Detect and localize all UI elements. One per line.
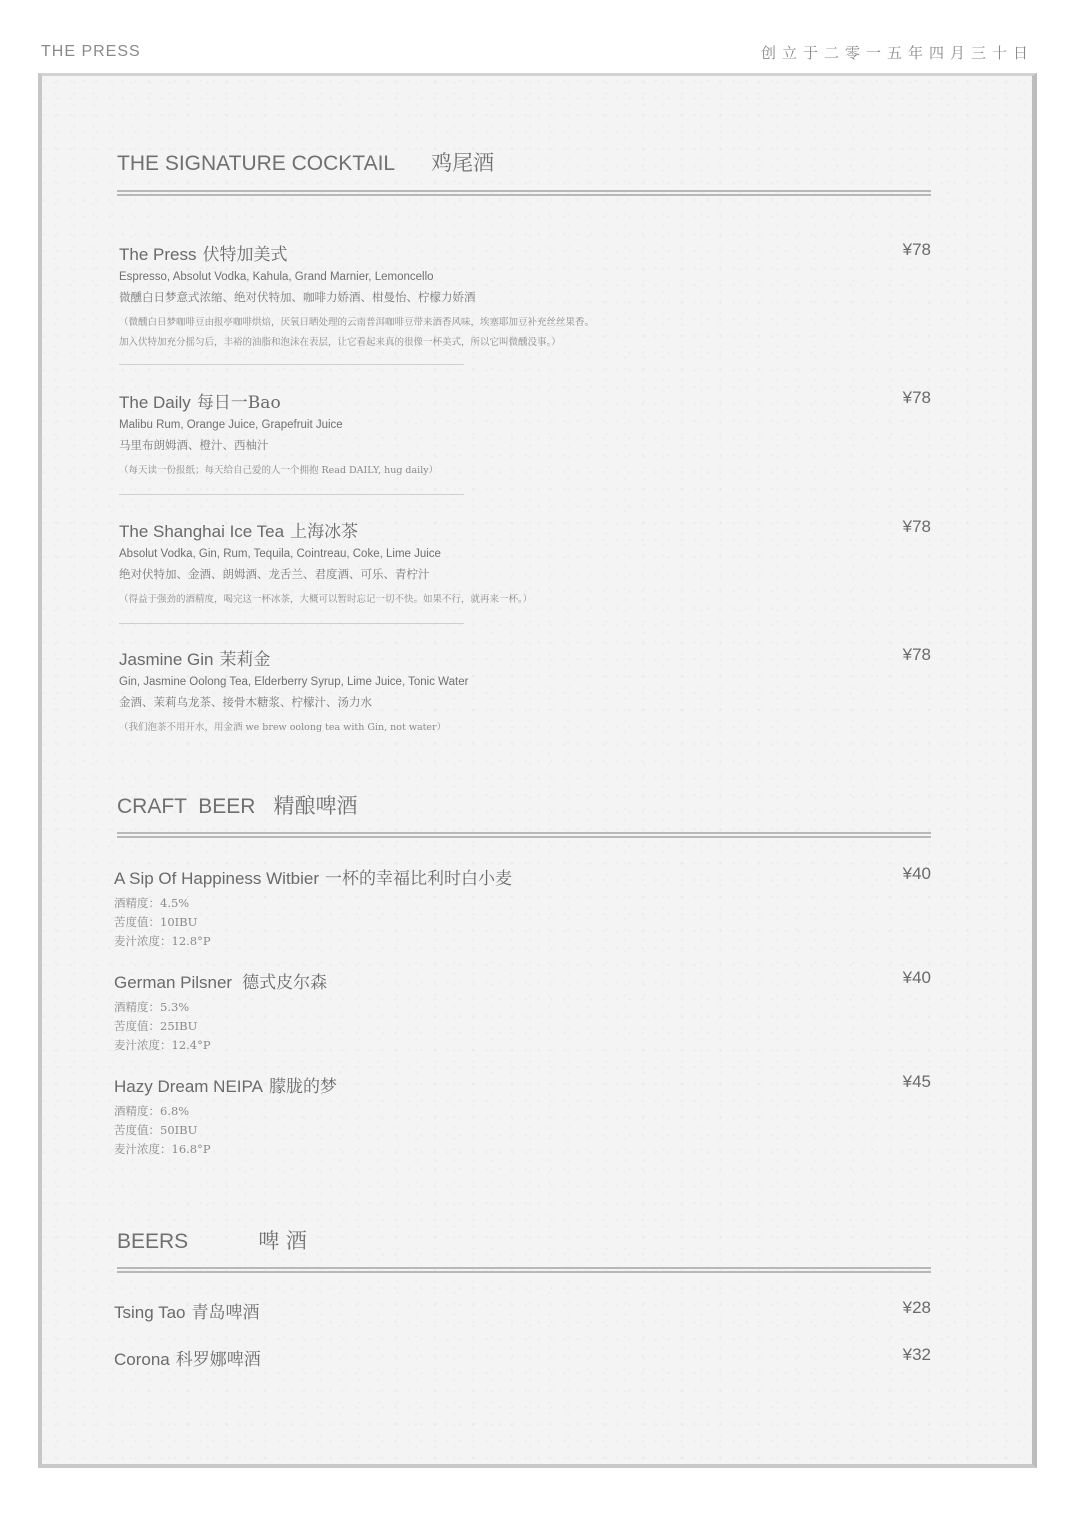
beer-specs xyxy=(114,1102,931,1159)
item-name-cn: 伏特加美式 xyxy=(202,245,288,265)
item-name-en: The Shanghai Ice Tea xyxy=(119,522,285,541)
beer-ibu: 苦度值：10IBU xyxy=(114,915,198,929)
section-title-cocktail xyxy=(117,147,494,177)
item-note-line: 加入伏特加充分摇匀后，丰裕的油脂和泡沫在表层，让它看起来真的很像一杯美式，所以它叫微醺没事。） xyxy=(119,337,561,348)
item-price: ¥78 xyxy=(902,240,931,259)
menu-item xyxy=(119,645,931,738)
beer-ibu: 苦度值：50IBU xyxy=(114,1123,198,1137)
menu-item xyxy=(119,388,931,481)
item-name-cn: 茉莉金 xyxy=(219,650,271,670)
section-rule xyxy=(117,1267,931,1273)
item-name-cn: 德式皮尔森 xyxy=(242,973,328,993)
beer-specs xyxy=(114,998,931,1055)
item-name-cn: 科罗娜啤酒 xyxy=(175,1350,261,1370)
item-name xyxy=(119,388,931,413)
item-note: （我们泡茶不用开水，用金酒 we brew oolong tea with Gin, not water） xyxy=(119,722,447,733)
item-name xyxy=(114,1345,931,1370)
item-name-en: Tsing Tao xyxy=(114,1303,186,1322)
item-price: ¥45 xyxy=(902,1072,931,1091)
beer-abv: 酒精度：5.3% xyxy=(114,1000,190,1014)
item-ingredients: Espresso, Absolut Vodka, Kahula, Grand Marnier, Lemoncello xyxy=(119,271,434,283)
section-title-craft-beer xyxy=(117,790,357,820)
item-divider xyxy=(119,623,464,624)
section-rule xyxy=(117,832,931,838)
item-price: ¥78 xyxy=(902,517,931,536)
item-name-cn: 青岛啤酒 xyxy=(191,1303,260,1323)
menu-item xyxy=(114,1072,931,1159)
beer-specs xyxy=(114,894,931,951)
item-note xyxy=(119,313,931,353)
item-price: ¥78 xyxy=(902,388,931,407)
beer-abv: 酒精度：4.5% xyxy=(114,896,190,910)
brand-name: THE PRESS xyxy=(41,43,141,60)
item-name-cn: 一杯的幸福比利时白小麦 xyxy=(325,869,513,889)
item-name-en: A Sip Of Happiness Witbier xyxy=(114,869,320,888)
item-name xyxy=(119,517,931,542)
menu-item xyxy=(114,1345,931,1370)
item-name xyxy=(114,864,931,889)
item-name xyxy=(114,968,931,993)
menu-item xyxy=(114,968,931,1055)
menu-item xyxy=(114,864,931,951)
item-ingredients-cn: 金酒、茉莉乌龙茶、接骨木糖浆、柠檬汁、汤力水 xyxy=(119,695,372,709)
section-rule xyxy=(117,190,931,196)
section-title-cn: 啤 酒 xyxy=(258,1229,307,1253)
item-ingredients: Gin, Jasmine Oolong Tea, Elderberry Syrup, Lime Juice, Tonic Water xyxy=(119,676,469,688)
item-price: ¥40 xyxy=(902,864,931,883)
item-price: ¥78 xyxy=(902,645,931,664)
item-ingredients-cn: 马里布朗姆酒、橙汁、西柚汁 xyxy=(119,438,269,452)
menu-item xyxy=(114,1298,931,1323)
item-name-cn: 每日一Bao xyxy=(196,393,281,413)
beer-plato: 麦汁浓度：16.8°P xyxy=(114,1142,211,1156)
item-price: ¥40 xyxy=(902,968,931,987)
beer-ibu: 苦度值：25IBU xyxy=(114,1019,198,1033)
item-price: ¥28 xyxy=(902,1298,931,1317)
item-name xyxy=(114,1072,931,1097)
menu-item xyxy=(119,240,931,353)
section-title-cn: 鸡尾酒 xyxy=(431,151,495,175)
item-name-en: Hazy Dream NEIPA xyxy=(114,1077,263,1096)
item-name-en: Corona xyxy=(114,1350,170,1369)
item-note-line: （微醺白日梦咖啡豆由报亭咖啡烘焙，厌氧日晒处理的云南普洱咖啡豆带来酒香风味，埃塞耶加豆补充丝丝果香。 xyxy=(119,317,595,328)
section-title-en: BEERS xyxy=(117,1230,189,1253)
item-note: （得益于强劲的酒精度，喝完这一杯冰茶，大概可以暂时忘记一切不快。如果不行，就再来一杯。） xyxy=(119,594,533,605)
item-name-cn: 上海冰茶 xyxy=(290,522,359,542)
item-price: ¥32 xyxy=(902,1345,931,1364)
item-name xyxy=(119,240,931,265)
item-divider xyxy=(119,494,464,495)
section-title-beers xyxy=(117,1225,307,1255)
item-ingredients: Malibu Rum, Orange Juice, Grapefruit Juice xyxy=(119,419,343,431)
item-note: （每天读一份报纸；每天给自己爱的人一个拥抱 Read DAILY, hug daily） xyxy=(119,465,439,476)
item-name-en: The Daily xyxy=(119,393,191,412)
item-name-en: Jasmine Gin xyxy=(119,650,214,669)
beer-plato: 麦汁浓度：12.8°P xyxy=(114,934,211,948)
menu-item xyxy=(119,517,931,610)
section-title-en: CRAFT BEER xyxy=(117,795,256,818)
item-ingredients-cn: 微醺白日梦意式浓缩、绝对伏特加、咖啡力娇酒、柑曼怡、柠檬力娇酒 xyxy=(119,290,476,304)
section-title-cn: 精酿啤酒 xyxy=(273,794,358,818)
item-ingredients-cn: 绝对伏特加、金酒、朗姆酒、龙舌兰、君度酒、可乐、青柠汁 xyxy=(119,567,430,581)
beer-plato: 麦汁浓度：12.4°P xyxy=(114,1038,211,1052)
item-name-cn: 朦胧的梦 xyxy=(268,1077,337,1097)
item-divider xyxy=(119,364,464,365)
item-name-en: German Pilsner xyxy=(114,973,233,992)
beer-abv: 酒精度：6.8% xyxy=(114,1104,190,1118)
section-title-en: THE SIGNATURE COCKTAIL xyxy=(117,152,396,175)
item-ingredients: Absolut Vodka, Gin, Rum, Tequila, Cointreau, Coke, Lime Juice xyxy=(119,548,441,560)
item-name xyxy=(119,645,931,670)
item-name-en: The Press xyxy=(119,245,197,264)
item-name xyxy=(114,1298,931,1323)
founded-date: 创立于二零一五年四月三十日 xyxy=(760,44,1034,62)
